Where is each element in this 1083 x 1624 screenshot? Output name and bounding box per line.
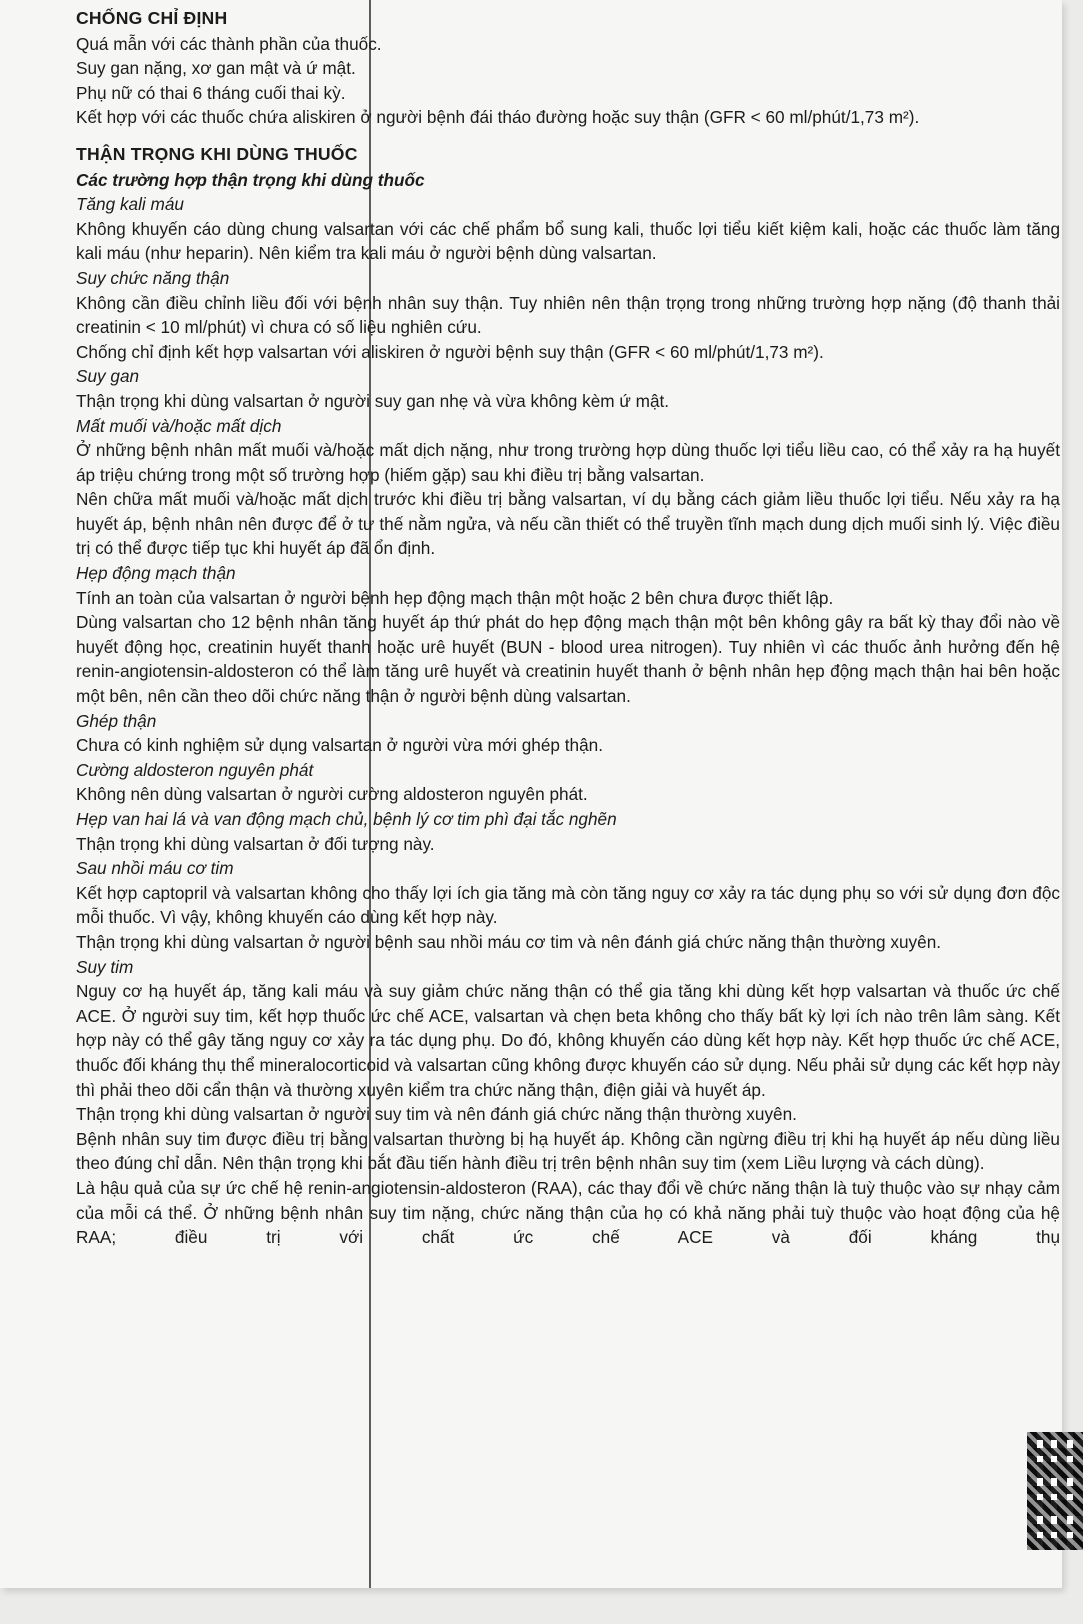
paragraph: Phụ nữ có thai 6 tháng cuối thai kỳ.: [76, 82, 346, 103]
paragraph: Dùng valsartan cho 12 bệnh nhân tăng huyết áp thứ phát do hẹp động mạch thận một bên không gây ra bất kỳ thay đổi nào về huyết động học, creatinin huyết thanh hoặc urê huyết (BUN - blood urea nitrogen). Tuy nhiên vì các thuốc ảnh hưởng đến hệ renin-angiotensin-aldosteron có thể làm tăng urê huyết và creatinin huyết thanh ở bệnh nhân hẹp động mạch thận hai bên hoặc một bên, nên cần theo dõi chức năng thận ở người bệnh dùng valsartan.: [76, 612, 1060, 707]
section-heading: THẬN TRỌNG KHI DÙNG THUỐC: [76, 143, 358, 164]
topic-title: Hẹp van hai lá và van động mạch chủ, bệnh lý cơ tim phì đại tắc nghẽn: [76, 809, 617, 829]
topic-title: Ghép thận: [76, 710, 157, 731]
paragraph: Ở những bệnh nhân mất muối và/hoặc mất dịch nặng, như trong trường hợp dùng thuốc lợi tiểu liều cao, có thể xảy ra hạ huyết áp triệu chứng trong một số trường hợp (hiếm gặp) sau khi điều trị bằng valsartan.: [76, 440, 1060, 485]
topic-title: Cường aldosteron nguyên phát: [76, 759, 314, 780]
paragraph: Suy gan nặng, xơ gan mật và ứ mật.: [76, 58, 356, 79]
datamatrix-code-icon: [1027, 1432, 1083, 1550]
paragraph: Thận trọng khi dùng valsartan ở người suy tim và nên đánh giá chức năng thận thường xuyên.: [76, 1104, 797, 1125]
paragraph: Bệnh nhân suy tim được điều trị bằng valsartan thường bị hạ huyết áp. Không cần ngừng điều trị khi hạ huyết áp nếu dùng liều theo đúng chỉ dẫn. Nên thận trọng khi bắt đầu tiến hành điều trị trên bệnh nhân suy tim (xem Liều lượng và cách dùng).: [76, 1128, 1060, 1174]
subheading: Các trường hợp thận trọng khi dùng thuốc: [76, 169, 425, 190]
paragraph: Chưa có kinh nghiệm sử dụng valsartan ở người vừa mới ghép thận.: [76, 735, 603, 756]
paragraph: Quá mẫn với các thành phần của thuốc.: [76, 33, 382, 54]
section-heading: CHỐNG CHỈ ĐỊNH: [76, 8, 228, 28]
paragraph: Nên chữa mất muối và/hoặc mất dịch trước khi điều trị bằng valsartan, ví dụ bằng cách giảm liều thuốc lợi tiểu. Nếu xảy ra hạ huyết áp, bệnh nhân nên được để ở tư thế nằm ngửa, và nếu cần thiết có thể truyền tĩnh mạch dung dịch muối sinh lý. Việc điều trị có thể được tiếp tục khi huyết áp đã ổn định.: [76, 489, 1060, 559]
topic-title: Suy tim: [76, 956, 134, 977]
paragraph: Thận trọng khi dùng valsartan ở đối tượng này.: [76, 833, 435, 854]
topic-title: Hẹp động mạch thận: [76, 563, 236, 584]
paragraph: Kết hợp captopril và valsartan không cho thấy lợi ích gia tăng mà còn tăng nguy cơ xảy ra tác dụng phụ so với sử dụng đơn độc mỗi thuốc. Vì vậy, không khuyến cáo dùng kết hợp này.: [76, 882, 1060, 928]
paragraph: Nguy cơ hạ huyết áp, tăng kali máu và suy giảm chức năng thận có thể gia tăng khi dùng kết hợp valsartan và thuốc ức chế ACE. Ở người suy tim, kết hợp thuốc ức chế ACE, valsartan và chẹn beta không cho thấy bất kỳ lợi ích nào trên lâm sàng. Kết hợp này có thể gây tăng nguy cơ xảy ra tác dụng phụ. Do đó, không khuyến cáo dùng kết hợp này. Kết hợp thuốc ức chế ACE, thuốc đối kháng thụ thể mineralocorticoid và valsartan cũng không được khuyến cáo sử dụng. Nếu phải sử dụng các kết hợp này thì phải theo dõi cẩn thận và thường xuyên kiểm tra chức năng thận, điện giải và huyết áp.: [76, 981, 1060, 1100]
paragraph: Chống chỉ định kết hợp valsartan với aliskiren ở người bệnh suy thận (GFR < 60 ml/phút/1,73 m²).: [76, 341, 824, 362]
paragraph: Kết hợp với các thuốc chứa aliskiren ở người bệnh đái tháo đường hoặc suy thận (GFR < 60 ml/phút/1,73 m²).: [76, 107, 920, 128]
paragraph: Là hậu quả của sự ức chế hệ renin-angiotensin-aldosteron (RAA), các thay đổi về chức năng thận là tuỳ thuộc vào sự nhạy cảm của mỗi cá thể. Ở những bệnh nhân suy tim nặng, chức năng thận của họ có khả năng phải tuỳ thuộc vào hoạt động của hệ RAA; điều trị với chất ức chế ACE và đối kháng thụ: [76, 1177, 1060, 1248]
topic-title: Suy gan: [76, 366, 140, 387]
document-content: [76, 6, 1060, 1250]
paragraph: Thận trọng khi dùng valsartan ở người suy gan nhẹ và vừa không kèm ứ mật.: [76, 390, 670, 411]
paragraph: Không khuyến cáo dùng chung valsartan với các chế phẩm bổ sung kali, thuốc lợi tiểu kiết kiệm kali, hoặc các thuốc làm tăng kali máu (như heparin). Nên kiểm tra kali máu ở người bệnh dùng valsartan.: [76, 218, 1060, 264]
topic-title: Mất muối và/hoặc mất dịch: [76, 415, 282, 436]
paragraph: Không nên dùng valsartan ở người cường aldosteron nguyên phát.: [76, 784, 588, 805]
paragraph: Tính an toàn của valsartan ở người bệnh hẹp động mạch thận một hoặc 2 bên chưa được thiết lập.: [76, 587, 834, 608]
paragraph: Không cần điều chỉnh liều đối với bệnh nhân suy thận. Tuy nhiên nên thận trọng trong những trường hợp nặng (độ thanh thải creatinin < 10 ml/phút) vì chưa có số liệu nghiên cứu.: [76, 292, 1060, 338]
paragraph: Thận trọng khi dùng valsartan ở người bệnh sau nhồi máu cơ tim và nên đánh giá chức năng thận thường xuyên.: [76, 931, 942, 952]
topic-title: Tăng kali máu: [76, 194, 184, 215]
topic-title: Suy chức năng thận: [76, 267, 230, 288]
topic-title: Sau nhồi máu cơ tim: [76, 858, 234, 879]
